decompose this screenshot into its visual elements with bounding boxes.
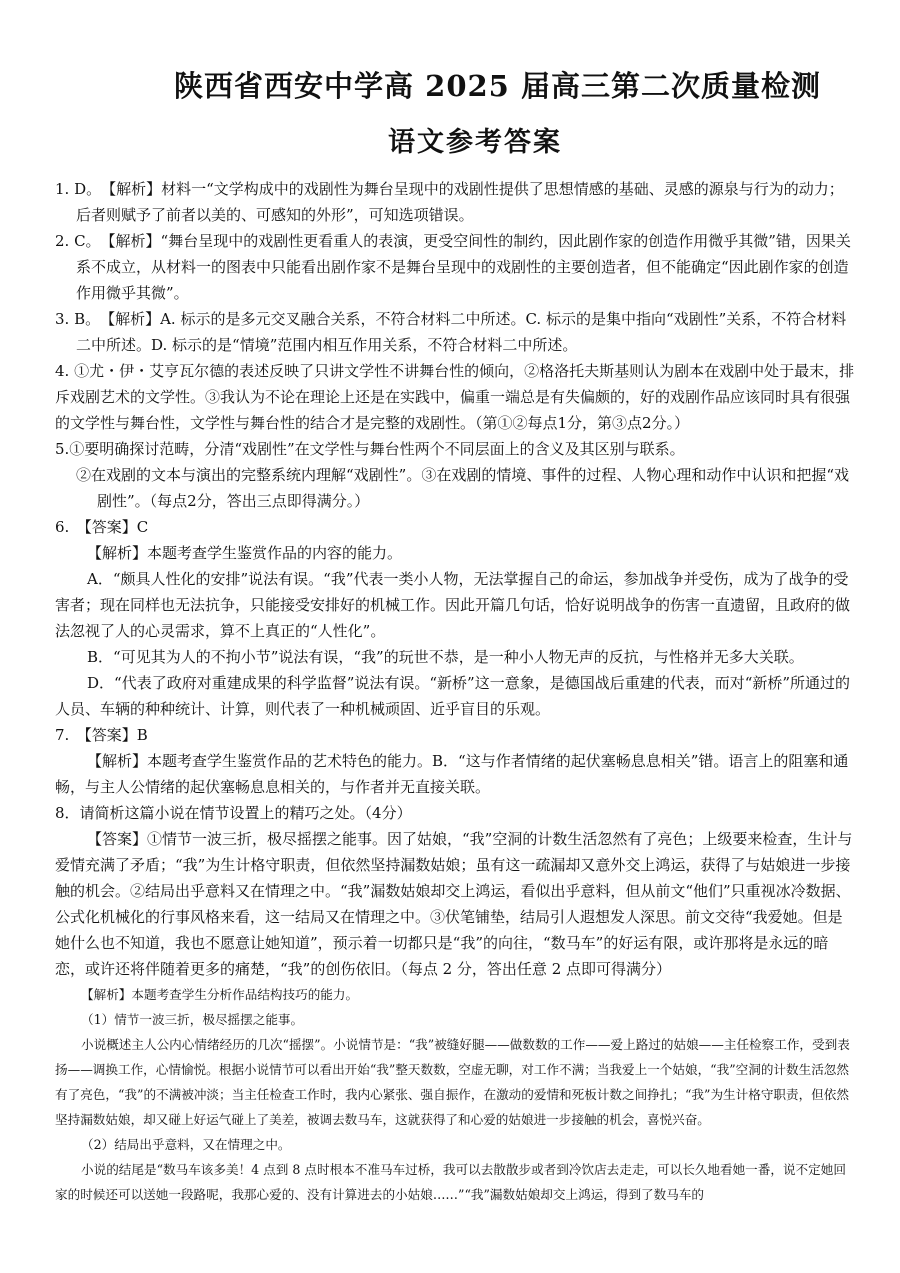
- answer-8: 【答案】①情节一波三折，极尽摇摆之能事。因了姑娘，“我”空洞的计数生活忽然有了亮色；上级要来检查，生计与爱情充满了矛盾；“我”为生计格守职责，但依然坚持漏数姑娘；虽有这一疏漏却又意外交上鸿运，获得了与姑娘进一步接触的机会。②结局出乎意料又在情理之中。“我”漏数姑娘却交上鸿运，看似出乎意料，但从前文“他们”只重视冰冷数据、公式化机械化的行事风格来看，这一结局又在情理之中。③伏笔铺垫，结局引人遐想发人深思。前文交待“我爱她。但是她什么也不知道，我也不愿意让她知道”，预示着一切都只是“我”的向往，“数马车”的好运有限，或许那将是永远的暗恋，或许还将伴随着更多的痛楚，“我”的创伤依旧。（每点 2 分，答出任意 2 点即可得满分）: [55, 830, 853, 978]
- answer-6-heading: 6. 【答案】C: [55, 518, 149, 536]
- answer-6-option-d: D．“代表了政府对重建成果的科学监督”说法有误。“新桥”这一意象，是德国战后重建的代表，而对“新桥”所通过的人员、车辆的种种统计、计算，则代表了一种机械顽固、近乎盲目的乐观。: [55, 674, 851, 718]
- answer-5-point-1: 5.①要明确探讨范畴，分清“戏剧性”在文学性与舞台性两个不同层面上的含义及其区别与联系。: [55, 440, 685, 458]
- answer-5-point-2: ②在戏剧的文本与演出的完整系统内理解“戏剧性”。③在戏剧的情境、事件的过程、人物心理和动作中认识和把握“戏剧性”。（每点2分，答出三点即得满分。）: [76, 466, 850, 510]
- question-8: 8．请简析这篇小说在情节设置上的精巧之处。（4分）: [55, 804, 412, 822]
- answer-8-analysis: 【解析】本题考查学生分析作品结构技巧的能力。: [81, 987, 359, 1002]
- document-title: 陕西省西安中学高 2025 届高三第二次质量检测: [174, 69, 821, 103]
- answer-8-section-2-heading: （2）结局出乎意料，又在情理之中。: [81, 1137, 291, 1152]
- answer-8-section-2-text: 小说的结尾是“数马车该多美！4 点到 8 点时根本不准马车过桥，我可以去散散步或者到冷饮店去走走，可以长久地看她一番，说不定她回家的时候还可以送她一段路呢，我那心爱的、没有计算进去的小姑娘……”“我”漏数姑娘却交上鸿运，得到了数马车的: [55, 1162, 846, 1202]
- document-subtitle: 语文参考答案: [388, 127, 562, 158]
- answer-8-section-1-heading: （1）情节一波三折，极尽摇摆之能事。: [81, 1012, 304, 1027]
- answer-7-heading: 7. 【答案】B: [55, 726, 148, 744]
- answer-3: 3. B。 【解析】A. 标示的是多元交叉融合关系，不符合材料二中所述。C. 标示的是集中指向“戏剧性”关系，不符合材料二中所述。D. 标示的是“情境”范围内相互作用关系，不符合材料二中所述。: [55, 310, 847, 354]
- answer-6-analysis: 【解析】本题考查学生鉴赏作品的内容的能力。: [87, 544, 403, 562]
- answer-7-analysis: 【解析】本题考查学生鉴赏作品的艺术特色的能力。B．“这与作者情绪的起伏塞畅息息相关”错。语言上的阻塞和通畅，与主人公情绪的起伏塞畅息息相关的，与作者并无直接关联。: [55, 752, 849, 796]
- answer-6-option-b: B．“可见其为人的不拘小节”说法有误，“我”的玩世不恭，是一种小人物无声的反抗，与性格并无多大关联。: [87, 648, 804, 666]
- answer-4: 4. ①尤・伊・艾亨瓦尔德的表述反映了只讲文学性不讲舞台性的倾向，②格洛托夫斯基则认为剧本在戏剧中处于最末，排斥戏剧艺术的文学性。③我认为不论在理论上还是在实践中，偏重一端总是有失偏颇的，好的戏剧作品应该同时具有很强的文学性与舞台性，文学性与舞台性的结合才是完整的戏剧性。（第①②每点1分，第③点2分。）: [55, 362, 855, 432]
- answer-body: [55, 176, 855, 1207]
- answer-2: 2. C。 【解析】“舞台呈现中的戏剧性更看重人的表演，更受空间性的制约，因此剧作家的创造作用微乎其微”错，因果关系不成立，从材料一的图表中只能看出剧作家不是舞台呈现中的戏剧性的主要创造者，但不能确定“因此剧作家的创造作用微乎其微”。: [55, 232, 851, 302]
- answer-6-option-a: A．“颇具人性化的安排”说法有误。“我”代表一类小人物，无法掌握自己的命运，参加战争并受伤，成为了战争的受害者；现在同样也无法抗争，只能接受安排好的机械工作。因此开篇几句话，恰好说明战争的伤害一直遗留，且政府的做法忽视了人的心灵需求，算不上真正的“人性化”。: [55, 570, 851, 640]
- answer-1: 1. D。 【解析】材料一“文学构成中的戏剧性为舞台呈现中的戏剧性提供了思想情感的基础、灵感的源泉与行为的动力；后者则赋予了前者以美的、可感知的外形”，可知选项错误。: [55, 180, 844, 224]
- answer-8-section-1-text: 小说概述主人公内心情绪经历的几次“摇摆”。小说情节是：“我”被缝好腿——做数数的工作——爱上路过的姑娘——主任检察工作，受到表扬——调换工作，心情愉悦。根据小说情节可以看出开始“我”整天数数，空虚无聊，对工作不满；当我爱上一个姑娘，“我”空洞的计数生活忽然有了亮色，“我”的不满被冲淡；当主任检查工作时，我内心紧张、强自振作，在激动的爱情和死板计数之间挣扎；“我”为生计格守职责，但依然坚持漏数姑娘，却又碰上好运气碰上了美差，被调去数马车，这就获得了和心爱的姑娘进一步接触的机会，喜悦兴奋。: [55, 1037, 850, 1127]
